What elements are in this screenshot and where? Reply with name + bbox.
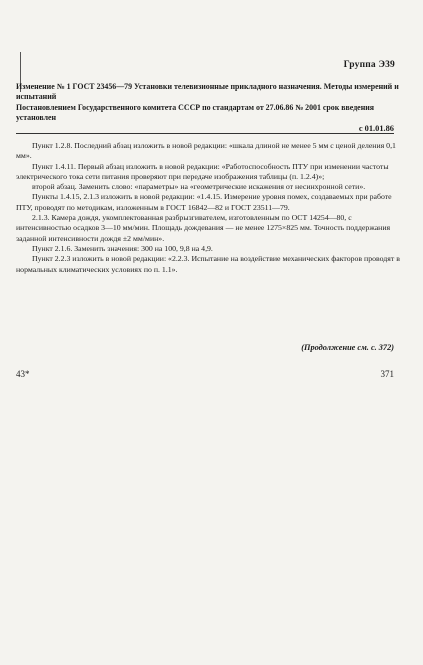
footer-mark: 43* — [16, 369, 30, 379]
paragraph: Пункты 1.4.15, 2.1.3 изложить в новой редакции: «1.4.15. Измерение уровня помех, создаваемых при работе ПТУ, проводят по методикам, изложенным в ГОСТ 16842—82 и ГОСТ 23511—79. — [16, 192, 392, 212]
paragraph: Пункт 2.1.6. Заменить значения: 300 на 100, 9,8 на 4,9. — [32, 243, 213, 253]
paragraph: второй абзац. Заменить слово: «параметры» на «геометрические искажения от несинхронной сети». — [32, 182, 366, 192]
paragraph: Пункт 1.2.8. Последний абзац изложить в новой редакции: «шкала длиной не менее 5 мм с ценой деления 0,1 мм». — [16, 141, 396, 161]
effective-date: с 01.01.86 — [358, 124, 394, 133]
paragraph: Пункт 1.4.11. Первый абзац изложить в новой редакции: «Работоспособность ПТУ при изменении частоты электрического тока сети питания проверяют при передаче изображения таблицы (п. 1.2.4)»; — [16, 161, 389, 181]
paragraph: 2.1.3. Камера дождя, укомплектованная разбрызгивателем, изготовленным по ОСТ 14254—80, с интенсивностью осадков 3—10 мм/мин. Площадь дождевания — не менее 1275×825 мм. Точность поддержания заданной интенсивности дождя ±2 мм/мин». — [16, 213, 391, 243]
date-underline — [16, 133, 394, 134]
amendment-title: Изменение № 1 ГОСТ 23456—79 Установки телевизионные прикладного назначения. Методы измерений и испытаний — [16, 82, 399, 102]
group-label: Группа Э39 — [343, 60, 395, 70]
decree-text: Постановлением Государственного комитета СССР по стандартам от 27.06.86 № 2001 срок введения установлен — [16, 103, 375, 123]
body — [16, 141, 400, 275]
paragraph: Пункт 2.2.3 изложить в новой редакции: «2.2.3. Испытание на воздействие механических факторов проводят в нормальных климатических условиях по п. 1.1». — [16, 254, 400, 274]
continuation-note: (Продолжение см. с. 372) — [301, 343, 394, 352]
page-number: 371 — [380, 369, 394, 379]
